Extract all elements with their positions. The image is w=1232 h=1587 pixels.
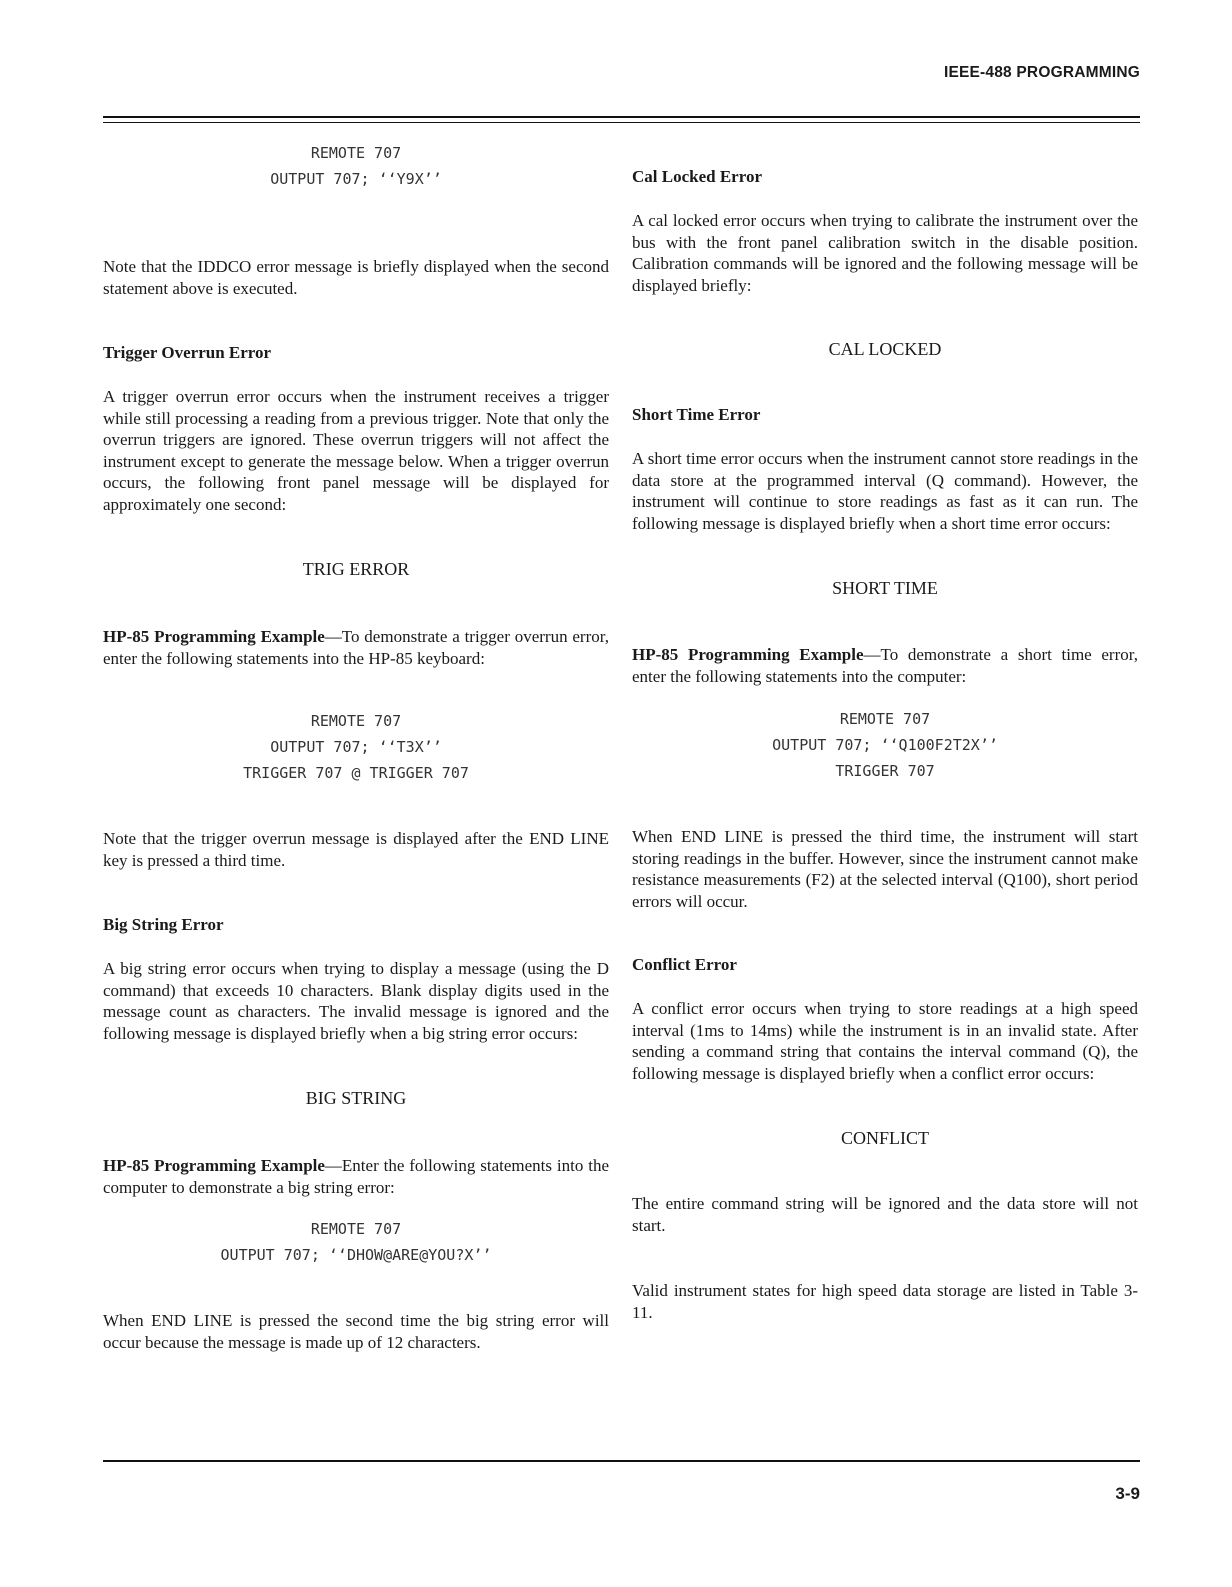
section-heading: Big String Error [103,915,224,934]
paragraph: A trigger overrun error occurs when the instrument receives a trigger while still processing a reading from a previous trigger. Note that only the overrun triggers are ignored. These overrun triggers will not affect the instrument except to generate the message below. When a trigger overrun occurs, the following front panel message will be displayed for approximately one second: [103,387,609,514]
code-block-iddco [103,140,609,192]
paragraph: A conflict error occurs when trying to store readings at a high speed interval (1ms to 14ms) while the instrument is in an invalid state. After sending a command string that contains the interval command (Q), the following message is displayed briefly when a conflict error occurs: [632,999,1138,1083]
example-text: —To demonstrate a trigger overrun error, enter the following statements into the HP-85 keyboard: [103,627,609,668]
paragraph: When END LINE is pressed the second time the big string error will occur because the message is made up of 12 characters. [103,1311,609,1352]
code-line: OUTPUT 707; ‘‘Y9X’’ [270,170,442,188]
code-line: OUTPUT 707; ‘‘Q100F2T2X’’ [772,736,998,754]
paragraph: When END LINE is pressed the third time, the instrument will start storing readings in the buffer. However, since the instrument cannot make resistance measurements (F2) at the selected interval (Q100), short period errors will occur. [632,827,1138,911]
note-trigger [103,828,609,871]
heading-short-time [632,404,1138,425]
paragraph: The entire command string will be ignored and the data store will not start. [632,1194,1138,1235]
heading-trigger-overrun [103,342,609,363]
footer-rule [103,1460,1140,1462]
note-shorttime [632,826,1138,912]
code-block-shorttime [632,706,1138,784]
paragraph: A cal locked error occurs when trying to calibrate the instrument over the bus with the front panel calibration switch in the disable position. Calibration commands will be ignored and the following message will be displayed briefly: [632,211,1138,295]
code-line: REMOTE 707 [310,1220,402,1238]
cal-locked-message: CAL LOCKED [828,339,942,359]
ignored-note [632,1193,1138,1236]
conflict-body [632,998,1138,1084]
example-text: —To demonstrate a short time error, enter the following statements into the computer: [632,645,1138,686]
section-heading: Short Time Error [632,405,761,424]
paragraph: A short time error occurs when the instrument cannot store readings in the data store at the programmed interval (Q command). However, the instrument will continue to store readings as fast as it can run. The following message is displayed briefly when a short time error occurs: [632,449,1138,533]
trigger-overrun-body [103,386,609,515]
code-line: OUTPUT 707; ‘‘DHOW@ARE@YOU?X’’ [220,1246,492,1264]
example-text: —Enter the following statements into the computer to demonstrate a big string error: [103,1156,609,1197]
code-line: REMOTE 707 [310,144,402,162]
paragraph [103,626,609,669]
section-heading: Cal Locked Error [632,167,763,186]
short-time-body [632,448,1138,534]
example-label: HP-85 Programming Example [103,1156,325,1175]
example-label: HP-85 Programming Example [632,645,864,664]
page-number: 3-9 [1115,1484,1140,1503]
paragraph: A big string error occurs when trying to display a message (using the D command) that exceeds 10 characters. Blank display digits used in the message count as characters. The invalid message is ignored and the following message is displayed briefly when a big string error occurs: [103,959,609,1043]
big-string-body [103,958,609,1044]
section-heading: Trigger Overrun Error [103,343,272,362]
code-block-trigger [103,708,609,786]
paragraph: Valid instrument states for high speed data storage are listed in Table 3-11. [632,1281,1138,1322]
trigger-message: TRIG ERROR [302,559,410,579]
code-line: TRIGGER 707 @ TRIGGER 707 [243,764,469,782]
note-iddco [103,256,609,299]
section-heading: Conflict Error [632,955,737,974]
code-line: TRIGGER 707 [835,762,935,780]
code-line: REMOTE 707 [839,710,931,728]
example-label: HP-85 Programming Example [103,627,325,646]
code-line: REMOTE 707 [310,712,402,730]
hp85-example-shorttime [632,644,1138,687]
code-line: OUTPUT 707; ‘‘T3X’’ [270,738,442,756]
cal-locked-body [632,210,1138,296]
heading-conflict [632,954,1138,975]
paragraph [632,644,1138,687]
paragraph: Note that the trigger overrun message is displayed after the END LINE key is pressed a third time. [103,829,609,870]
code-block-bigstring [103,1216,609,1268]
valid-states-note [632,1280,1138,1323]
hp85-example-bigstring [103,1155,609,1198]
header-rule [103,116,1140,118]
header-rule-thin [103,122,1140,123]
note-bigstring [103,1310,609,1353]
paragraph: Note that the IDDCO error message is briefly displayed when the second statement above is executed. [103,257,609,298]
short-time-message: SHORT TIME [832,578,938,598]
conflict-message: CONFLICT [840,1128,929,1148]
running-header: IEEE-488 PROGRAMMING [943,64,1140,81]
paragraph [103,1155,609,1198]
big-string-message: BIG STRING [305,1088,407,1108]
hp85-example-trigger [103,626,609,669]
heading-cal-locked [632,166,1138,187]
heading-big-string [103,914,609,935]
